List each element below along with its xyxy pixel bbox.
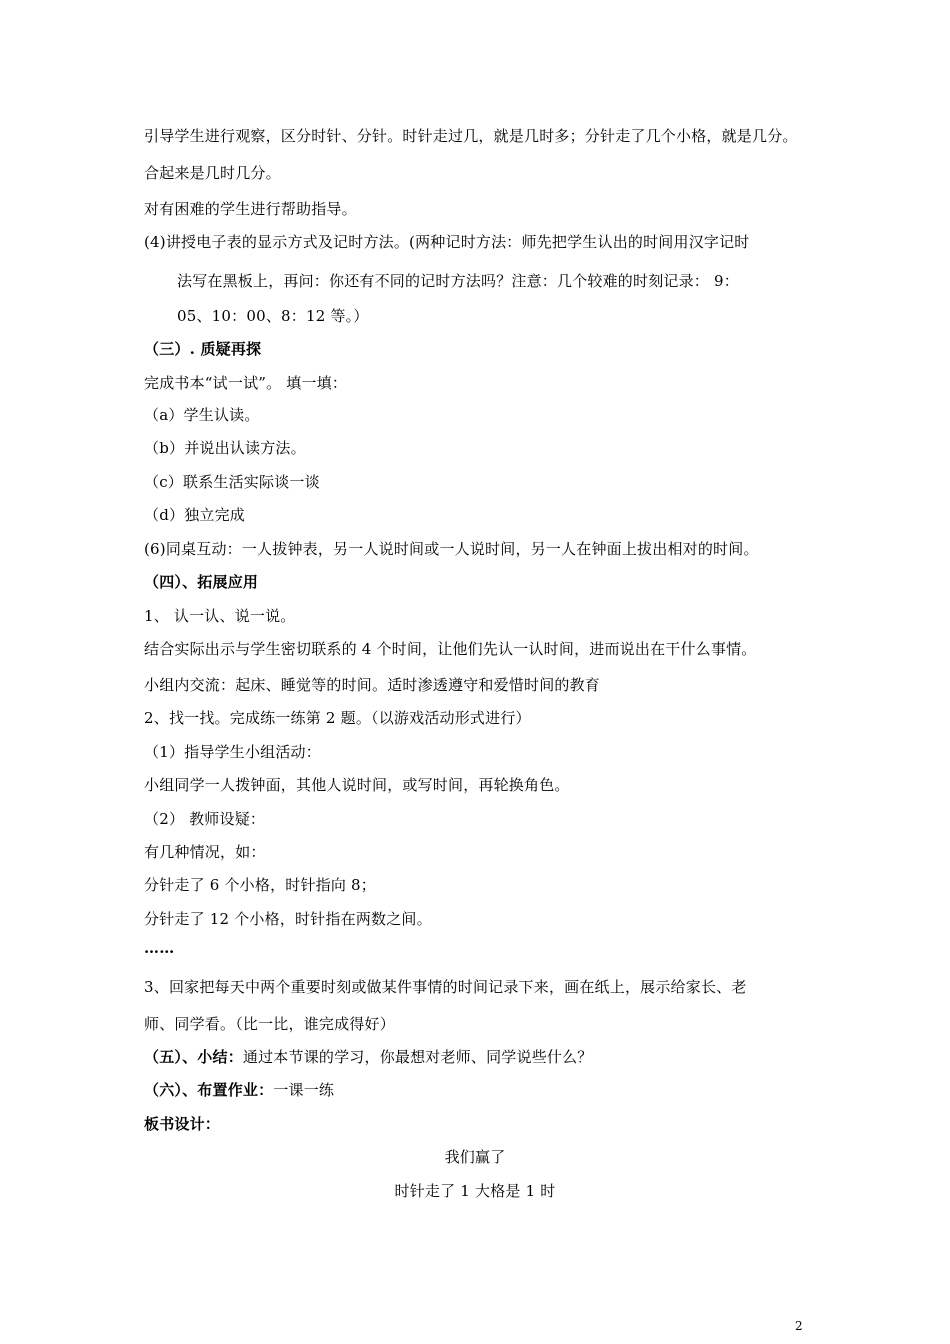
page-number: 2 bbox=[795, 1319, 803, 1333]
paragraph-desk-mate-activity: (6)同桌互动：一人拔钟表，另一人说时间或一人说时间，另一人在钟面上拔出相对的时间。 bbox=[144, 540, 759, 558]
paragraph-group-exchange: 小组内交流：起床、睡觉等的时间。适时渗透遵守和爱惜时间的教育 bbox=[144, 676, 601, 694]
list-item-b: （b）并说出认读方法。 bbox=[144, 439, 306, 457]
paragraph-several-cases: 有几种情况，如： bbox=[144, 843, 266, 861]
paragraph-try-it: 完成书本“试一试”。 填一填： bbox=[144, 374, 348, 392]
board-design-label: 板书设计： bbox=[144, 1115, 221, 1133]
paragraph-case-six-ticks: 分针走了 6 个小格，时针指向 8； bbox=[144, 876, 376, 894]
list-item-d: （d）独立完成 bbox=[144, 506, 246, 524]
summary-line bbox=[144, 1047, 593, 1067]
board-line: 时针走了 1 大格是 1 时 bbox=[394, 1182, 556, 1200]
homework-label: （六）、布置作业： bbox=[144, 1081, 274, 1099]
paragraph-electronic-clock-continued: 法写在黑板上，再问：你还有不同的记时方法吗？注意：几个较难的时刻记录： 9： bbox=[177, 272, 739, 290]
paragraph-guide-groups: （1）指导学生小组活动： bbox=[144, 743, 321, 761]
paragraph-recognize-say: 1、 认一认、说一说。 bbox=[144, 607, 296, 625]
list-item-c: （c）联系生活实际谈一谈 bbox=[144, 473, 320, 491]
list-item-a: （a）学生认读。 bbox=[144, 406, 260, 424]
paragraph-home-record-continued: 师、同学看。（比一比，谁完成得好） bbox=[144, 1015, 395, 1033]
paragraph-electronic-clock: (4)讲授电子表的显示方式及记时方法。(两种记时方法：师先把学生认出的时间用汉字记时 bbox=[144, 233, 750, 251]
paragraph-time-examples: 05、10：00、8：12 等。） bbox=[177, 307, 369, 325]
paragraph-home-record: 3、回家把每天中两个重要时刻或做某件事情的时间记录下来，画在纸上，展示给家长、老 bbox=[144, 978, 747, 996]
paragraph-observe-hands: 引导学生进行观察，区分时针、分针。时针走过几，就是几时多；分针走了几个小格，就是几分。 bbox=[144, 127, 798, 145]
section-heading-question-explore: （三）. 质疑再探 bbox=[144, 340, 262, 358]
summary-label: （五）、小结： bbox=[144, 1048, 243, 1066]
paragraph-group-roles: 小组同学一人拨钟面，其他人说时间，或写时间，再轮换角色。 bbox=[144, 776, 570, 794]
paragraph-help-students: 对有困难的学生进行帮助指导。 bbox=[144, 200, 357, 218]
paragraph-four-times: 结合实际出示与学生密切联系的 4 个时间，让他们先认一认时间，进而说出在干什么事情。 bbox=[144, 640, 757, 658]
homework-text: 一课一练 bbox=[273, 1081, 335, 1099]
paragraph-case-twelve-ticks: 分针走了 12 个小格，时针指在两数之间。 bbox=[144, 910, 432, 928]
paragraph-combine-time: 合起来是几时几分。 bbox=[144, 164, 281, 182]
summary-text: 通过本节课的学习，你最想对老师、同学说些什么？ bbox=[242, 1048, 593, 1066]
homework-line bbox=[144, 1080, 334, 1100]
section-heading-extend-application: （四）、拓展应用 bbox=[144, 573, 259, 591]
board-title: 我们赢了 bbox=[444, 1148, 506, 1166]
paragraph-find-it: 2、找一找。完成练一练第 2 题。（以游戏活动形式进行） bbox=[144, 709, 531, 727]
paragraph-teacher-question: （2） 教师设疑： bbox=[144, 810, 266, 828]
ellipsis: …… bbox=[144, 939, 175, 957]
